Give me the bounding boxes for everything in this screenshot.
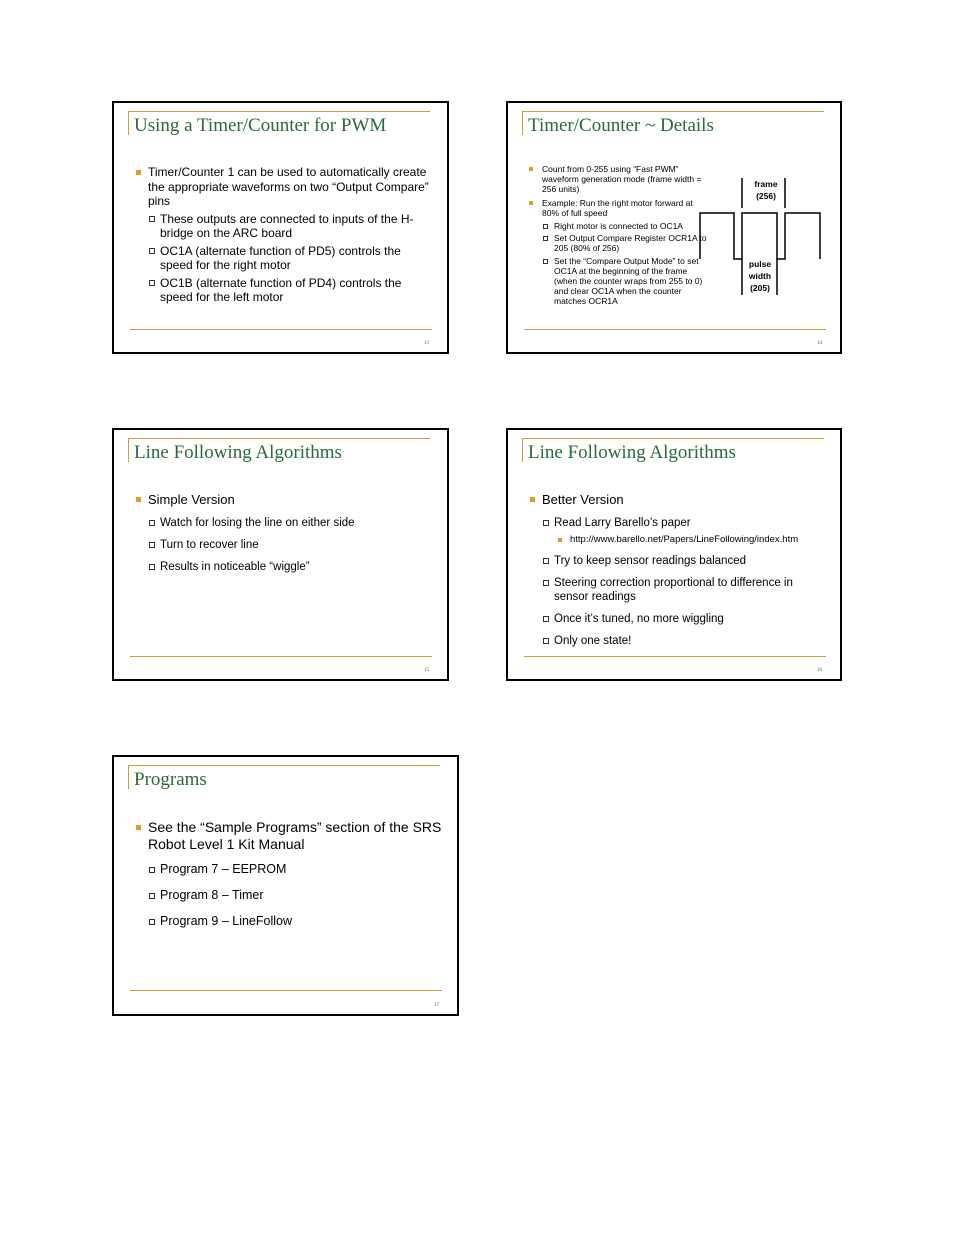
sub-bullet-item: Try to keep sensor readings balanced [528,554,828,568]
footer-rule [524,656,826,657]
title-accent-line [128,438,129,462]
sub-bullet-item: Steering correction proportional to difference in sensor readings [528,576,828,604]
footer-rule [524,329,826,330]
pulse-label-text-2: width [748,271,772,281]
slide-17 [112,755,459,1016]
page-number: 16 [817,668,822,673]
sub-bullet-item: These outputs are connected to inputs of the H-bridge on the ARC board [134,212,434,241]
sub-bullet-item: Right motor is connected to OC1A [528,221,708,231]
bullet-item: See the “Sample Programs” section of the SRS Robot Level 1 Kit Manual [134,819,454,853]
slide-15 [112,428,449,681]
sub-bullet-item: OC1A (alternate function of PD5) controls the speed for the right motor [134,244,434,273]
title-rule [128,765,440,766]
title-rule [128,438,430,439]
frame-label [744,178,788,202]
pulse-label-text: pulse [748,259,772,269]
page-number: 15 [424,668,429,673]
slide-13 [112,101,449,354]
footer-rule [130,656,432,657]
pwm-waveform [700,213,820,259]
sub-bullet-item: OC1B (alternate function of PD4) controls the speed for the left motor [134,276,434,305]
slide-title: Using a Timer/Counter for PWM [134,115,387,136]
title-rule [128,111,430,112]
slide-title: Timer/Counter ~ Details [528,115,714,136]
page-number: 13 [424,341,429,346]
sub-bullet-item: Turn to recover line [134,538,434,552]
page-number: 14 [817,341,822,346]
footer-rule [130,329,432,330]
title-accent-line [128,765,129,789]
slide-title: Programs [134,769,207,790]
title-rule [522,438,824,439]
footer-rule [130,990,442,991]
slide-title: Line Following Algorithms [528,442,736,463]
slide-14 [506,101,842,354]
sub-bullet-item: Only one state! [528,634,828,648]
sub-bullet-item: Results in noticeable “wiggle” [134,560,434,574]
sub-bullet-item: Program 8 – Timer [134,888,454,903]
slide-title: Line Following Algorithms [134,442,342,463]
sub-bullet-item: Program 9 – LineFollow [134,914,454,929]
slide-body [134,165,434,308]
sub-bullet-item: Once it’s tuned, no more wiggling [528,612,828,626]
bullet-item: Timer/Counter 1 can be used to automatically create the appropriate waveforms on two “Output Compare” pins [134,165,434,209]
bullet-item: Example: Run the right motor forward at 80% of full speed [528,198,708,218]
sub-bullet-item: Watch for losing the line on either side [134,516,434,530]
slide-body [134,819,454,940]
title-accent-line [522,111,523,135]
sub-bullet-item: Read Larry Barello’s paper [528,516,828,530]
slide-body [528,164,708,309]
sub-sub-bullet-item: http://www.barello.net/Papers/LineFollowing/index.htm [528,534,828,546]
bullet-item: Count from 0-255 using “Fast PWM” waveform generation mode (frame width = 256 units) [528,164,708,195]
title-accent-line [128,111,129,135]
slide-body [528,492,828,656]
sub-bullet-item: Set the “Compare Output Mode” to set OC1A at the beginning of the frame (when the counter wraps from 255 to 0) and clear OC1A when the counter matches OCR1A [528,256,708,307]
slide-body [134,492,434,582]
frame-label-text: frame [754,179,778,189]
title-accent-line [522,438,523,462]
pulse-width-label [742,258,778,294]
bullet-item: Simple Version [134,492,434,508]
bullet-item: Better Version [528,492,828,508]
slide-16 [506,428,842,681]
sub-bullet-item: Set Output Compare Register OCR1A to 205 (80% of 256) [528,233,708,253]
title-rule [522,111,824,112]
frame-label-value: (256) [756,191,776,201]
sub-bullet-item: Program 7 – EEPROM [134,862,454,877]
pulse-label-value: (205) [750,283,770,293]
page-number: 17 [434,1003,439,1008]
